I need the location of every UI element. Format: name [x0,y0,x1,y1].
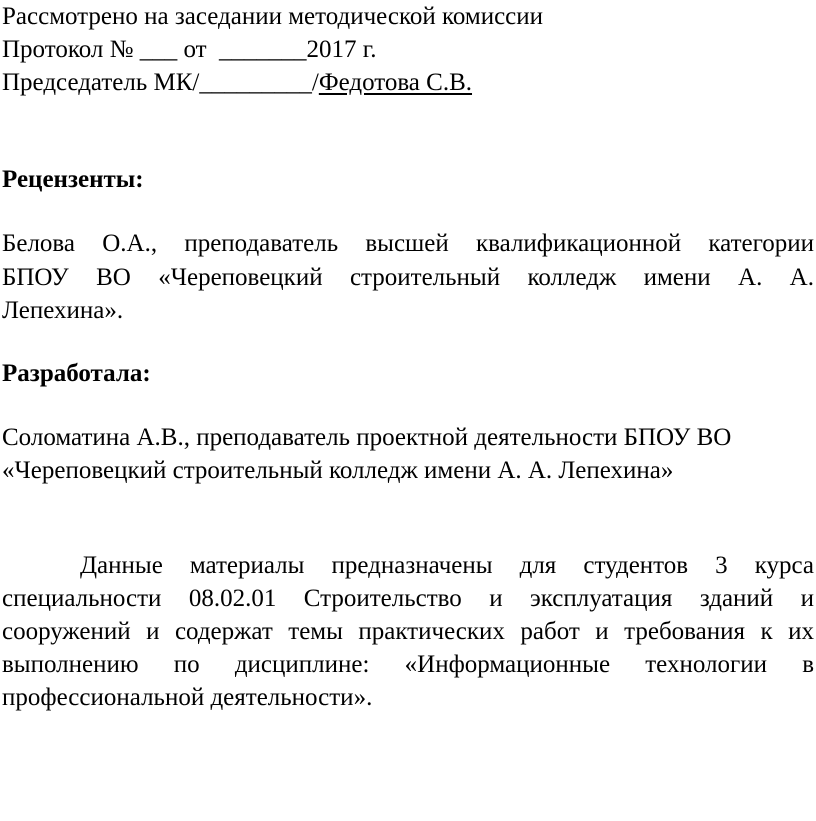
description-line-4: выполнению по дисциплине: «Информационные технологии в [2,651,814,678]
developer-line-2: «Череповецкий строительный колледж имени А. А. Лепехина» [2,457,674,484]
description-line-2: специальности 08.02.01 Строительство и эксплуатация зданий и [2,585,814,612]
description-line-1: Данные материалы предназначены для студентов 3 курса [80,552,814,579]
commission-review-line: Рассмотрено на заседании методической комиссии [2,3,544,30]
reviewer-line-1: Белова О.А., преподаватель высшей квалификационной категории [2,230,814,257]
chairman-line [2,67,472,99]
description-line-5: профессиональной деятельности». [2,684,373,711]
chairman-name: Федотова С.В. [318,69,473,96]
reviewer-line-3: Лепехина». [2,297,124,324]
reviewers-heading: Рецензенты: [2,166,144,193]
developer-line-1: Соломатина А.В., преподаватель проектной деятельности БПОУ ВО [2,424,732,451]
chairman-label: Председатель МК/_________/ [2,69,319,96]
description-line-3: сооружений и содержат темы практических работ и требования к их [2,618,814,645]
developer-heading: Разработала: [2,360,151,387]
protocol-line: Протокол № ___ от _______2017 г. [2,36,377,63]
reviewer-line-2: БПОУ ВО «Череповецкий строительный колледж имени А. А. [2,264,814,291]
